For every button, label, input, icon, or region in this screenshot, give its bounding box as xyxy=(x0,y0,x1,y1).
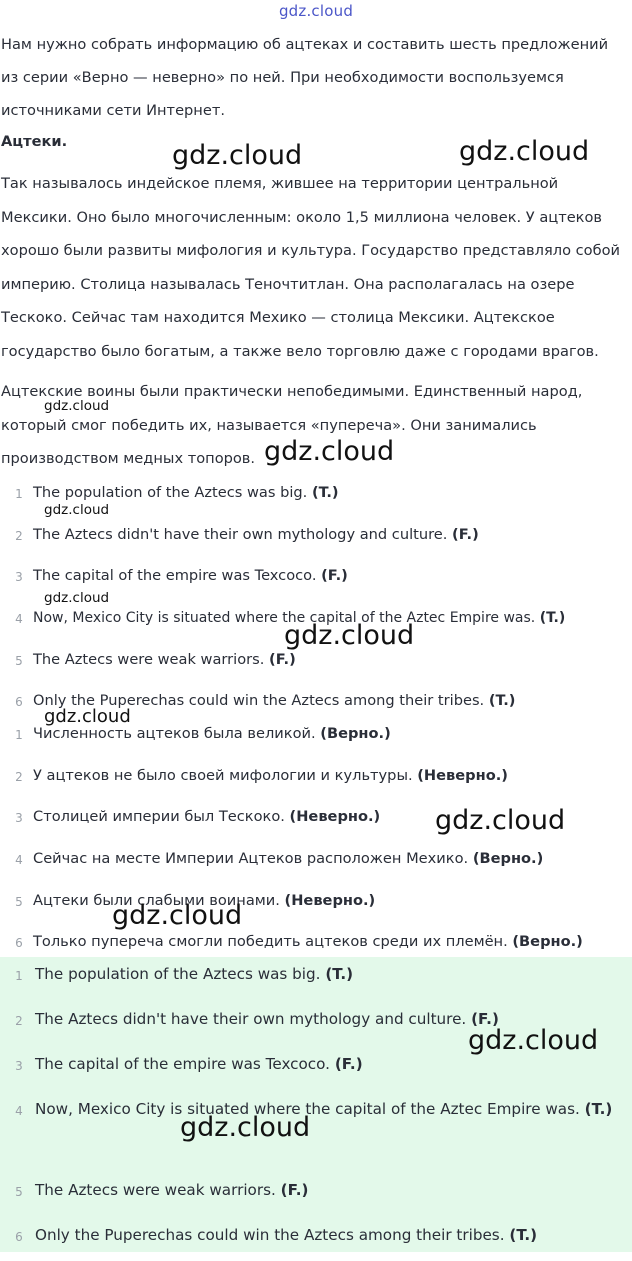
item-number: 6 xyxy=(15,695,23,710)
statement-text: The capital of the empire was Texcoco. xyxy=(35,1055,331,1073)
answer-mark: (T.) xyxy=(509,1226,538,1244)
statement-text: Only the Puperechas could win the Aztecs among their tribes. xyxy=(33,692,485,710)
watermark: gdz.cloud xyxy=(44,398,110,414)
statement-text: The Aztecs didn't have their own mythology and culture. xyxy=(35,1010,467,1028)
watermark: gdz.cloud xyxy=(44,706,131,727)
list-item xyxy=(0,960,632,1005)
item-number: 6 xyxy=(15,1230,23,1244)
answer-mark: (F.) xyxy=(280,1181,309,1199)
statement-text: The population of the Aztecs was big. xyxy=(33,484,308,501)
statement-text: Now, Mexico City is situated where the capital of the Aztec Empire was. xyxy=(33,610,536,627)
answer-mark: (F.) xyxy=(321,567,348,585)
paragraph-aztecs-warriors: Ацтекские воины были практически непобедимыми. Единственный народ, который смог победить их, называется «пупереча». Они занимались производством медных топоров. xyxy=(1,383,583,467)
list-item xyxy=(0,647,632,689)
statement-text: Столицей империи был Тескоко. xyxy=(33,808,285,826)
item-number: 4 xyxy=(15,853,23,868)
item-number: 4 xyxy=(15,1104,23,1118)
item-number: 6 xyxy=(15,936,23,951)
answer-mark: (Неверно.) xyxy=(289,808,381,826)
item-number: 5 xyxy=(15,894,23,909)
item-number: 2 xyxy=(15,769,23,784)
answer-mark: (T.) xyxy=(584,1100,613,1118)
answer-mark: (Верно.) xyxy=(320,725,391,742)
list-item xyxy=(0,721,632,763)
section-title: Ацтеки. xyxy=(1,133,68,150)
statement-text: Now, Mexico City is situated where the capital of the Aztec Empire was. xyxy=(35,1100,580,1118)
answer-mark: (F.) xyxy=(471,1010,499,1028)
item-number: 3 xyxy=(15,570,23,585)
list-item xyxy=(0,1221,632,1261)
item-number: 2 xyxy=(15,528,23,543)
watermark: gdz.cloud xyxy=(284,620,415,651)
answer-mark: (Неверно.) xyxy=(417,766,508,784)
watermark: gdz.cloud xyxy=(264,436,395,467)
statement-text: У ацтеков не было своей мифологии и культуры. xyxy=(33,766,413,784)
statement-text: The Aztecs were weak warriors. xyxy=(33,650,265,668)
answer-mark: (F.) xyxy=(269,650,296,668)
answer-mark: (T.) xyxy=(325,965,354,983)
paragraph-aztecs-description: Так называлось индейское племя, жившее на территории центральной Мексики. Оно было многочисленным: около 1,5 миллиона человек. У ацтеков хорошо были развиты мифология и культура. Государство представляло собой империю. Столица называлась Теночтитлан. Она располагалась на озере Тескоко. Сейчас там находится Мехико — столица Мексики. Ацтекское государство было богатым, а также вело торговлю даже с городами врагов. xyxy=(1,175,621,360)
answer-mark: (F.) xyxy=(334,1055,363,1073)
list-item xyxy=(0,763,632,805)
list-item xyxy=(0,1095,632,1176)
list-item xyxy=(0,1050,632,1095)
list-item xyxy=(0,888,632,930)
item-number: 2 xyxy=(15,1014,23,1028)
statement-text: Сейчас на месте Империи Ацтеков расположен Мехико. xyxy=(33,850,469,868)
answer-statements-list xyxy=(0,960,632,1261)
item-number: 5 xyxy=(15,653,23,668)
answer-mark: (T.) xyxy=(539,610,566,627)
watermark: gdz.cloud xyxy=(180,1112,311,1143)
list-item xyxy=(0,522,632,564)
statement-text: Only the Puperechas could win the Aztecs among their tribes. xyxy=(35,1226,505,1244)
item-number: 3 xyxy=(15,1059,23,1073)
item-number: 3 xyxy=(15,811,23,826)
watermark: gdz.cloud xyxy=(44,502,110,518)
statement-text: The capital of the empire was Texcoco. xyxy=(33,567,317,585)
answer-mark: (T.) xyxy=(488,692,516,710)
answer-mark: (Верно.) xyxy=(512,933,583,951)
statement-text: The Aztecs didn't have their own mythology and culture. xyxy=(33,525,448,543)
watermark: gdz.cloud xyxy=(468,1025,599,1056)
intro-paragraph: Нам нужно собрать информацию об ацтеках и составить шесть предложений из серии «Верно — неверно» по ней. При необходимости воспользуемся источниками сети Интернет. xyxy=(1,36,609,119)
watermark: gdz.cloud xyxy=(112,900,243,931)
statement-text: The population of the Aztecs was big. xyxy=(35,965,321,983)
item-number: 4 xyxy=(15,612,23,627)
statement-text: Численность ацтеков была великой. xyxy=(33,725,316,742)
header-watermark: gdz.cloud xyxy=(278,2,354,20)
answer-mark: (T.) xyxy=(311,484,339,501)
answer-mark: (F.) xyxy=(452,525,479,543)
item-number: 5 xyxy=(15,1185,23,1199)
statement-text: Только пупереча смогли победить ацтеков среди их племён. xyxy=(33,933,508,951)
statement-text: The Aztecs were weak warriors. xyxy=(35,1181,276,1199)
list-item xyxy=(0,1176,632,1221)
watermark: gdz.cloud xyxy=(44,590,110,606)
item-number: 1 xyxy=(15,969,23,983)
list-item xyxy=(0,846,632,888)
watermark: gdz.cloud xyxy=(435,805,566,836)
watermark: gdz.cloud xyxy=(459,136,590,167)
watermark: gdz.cloud xyxy=(172,140,303,171)
item-number: 1 xyxy=(15,728,23,742)
item-number: 1 xyxy=(15,487,23,501)
statement-text: Ацтеки были слабыми воинами. xyxy=(33,891,280,909)
answer-mark: (Верно.) xyxy=(472,850,544,868)
russian-statements-list xyxy=(0,721,632,971)
answer-mark: (Неверно.) xyxy=(284,891,376,909)
